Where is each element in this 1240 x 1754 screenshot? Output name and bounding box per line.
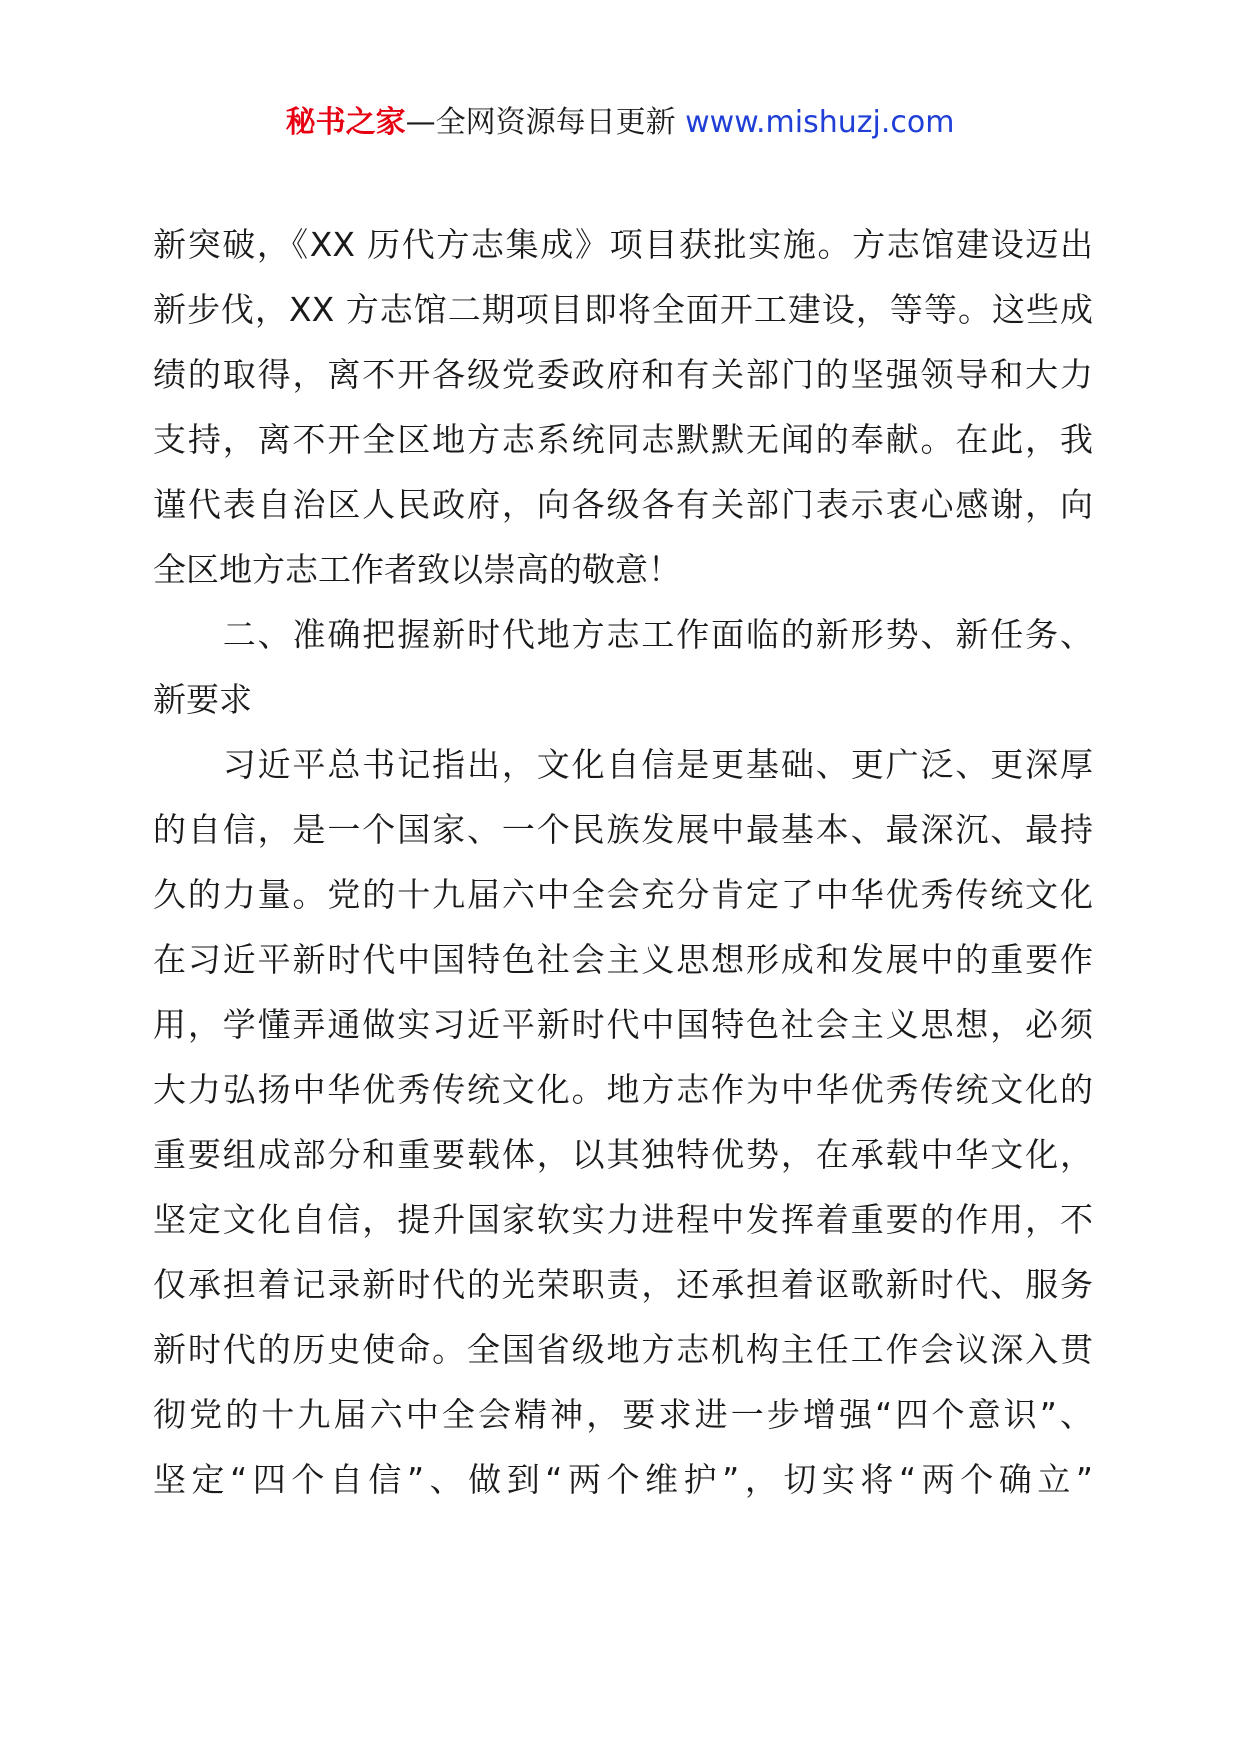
section-heading-line: 二、准确把握新时代地方志工作面临的新形势、新任务、 [153, 615, 1093, 654]
website-link[interactable]: www.mishuzj.com [685, 105, 955, 140]
text-line: 支持，离不开全区地方志系统同志默默无闻的奉献。在此，我 [153, 420, 1093, 459]
text-line: 习近平总书记指出，文化自信是更基础、更广泛、更深厚 [153, 745, 1093, 784]
text-line: 坚定文化自信，提升国家软实力进程中发挥着重要的作用，不 [153, 1200, 1093, 1239]
text-line: 在习近平新时代中国特色社会主义思想形成和发展中的重要作 [153, 940, 1093, 979]
document-body [153, 212, 1093, 1512]
text-line: 绩的取得，离不开各级党委政府和有关部门的坚强领导和大力 [153, 355, 1093, 394]
section-heading-line: 新要求 [153, 680, 252, 719]
text-line: 彻党的十九届六中全会精神，要求进一步增强“四个意识”、 [153, 1395, 1093, 1434]
text-line: 全区地方志工作者致以崇高的敬意！ [153, 550, 681, 589]
page-header [0, 100, 1240, 146]
text-line: 新步伐，XX 方志馆二期项目即将全面开工建设，等等。这些成 [153, 290, 1093, 329]
text-line: 的自信，是一个国家、一个民族发展中最基本、最深沉、最持 [153, 810, 1093, 849]
text-line: 新突破，《XX 历代方志集成》项目获批实施。方志馆建设迈出 [153, 225, 1093, 264]
brand-name: 秘书之家 [285, 105, 406, 140]
header-slogan: —全网资源每日更新 [405, 105, 686, 140]
text-line: 新时代的历史使命。全国省级地方志机构主任工作会议深入贯 [153, 1330, 1093, 1369]
text-line: 久的力量。党的十九届六中全会充分肯定了中华优秀传统文化 [153, 875, 1093, 914]
text-line: 大力弘扬中华优秀传统文化。地方志作为中华优秀传统文化的 [153, 1070, 1093, 1109]
text-line: 用，学懂弄通做实习近平新时代中国特色社会主义思想，必须 [153, 1005, 1093, 1044]
text-line: 仅承担着记录新时代的光荣职责，还承担着讴歌新时代、服务 [153, 1265, 1093, 1304]
text-line: 重要组成部分和重要载体，以其独特优势，在承载中华文化， [153, 1135, 1093, 1174]
text-line: 谨代表自治区人民政府，向各级各有关部门表示衷心感谢，向 [153, 485, 1093, 524]
text-line: 坚定“四个自信”、做到“两个维护”，切实将“两个确立” [153, 1460, 1093, 1499]
